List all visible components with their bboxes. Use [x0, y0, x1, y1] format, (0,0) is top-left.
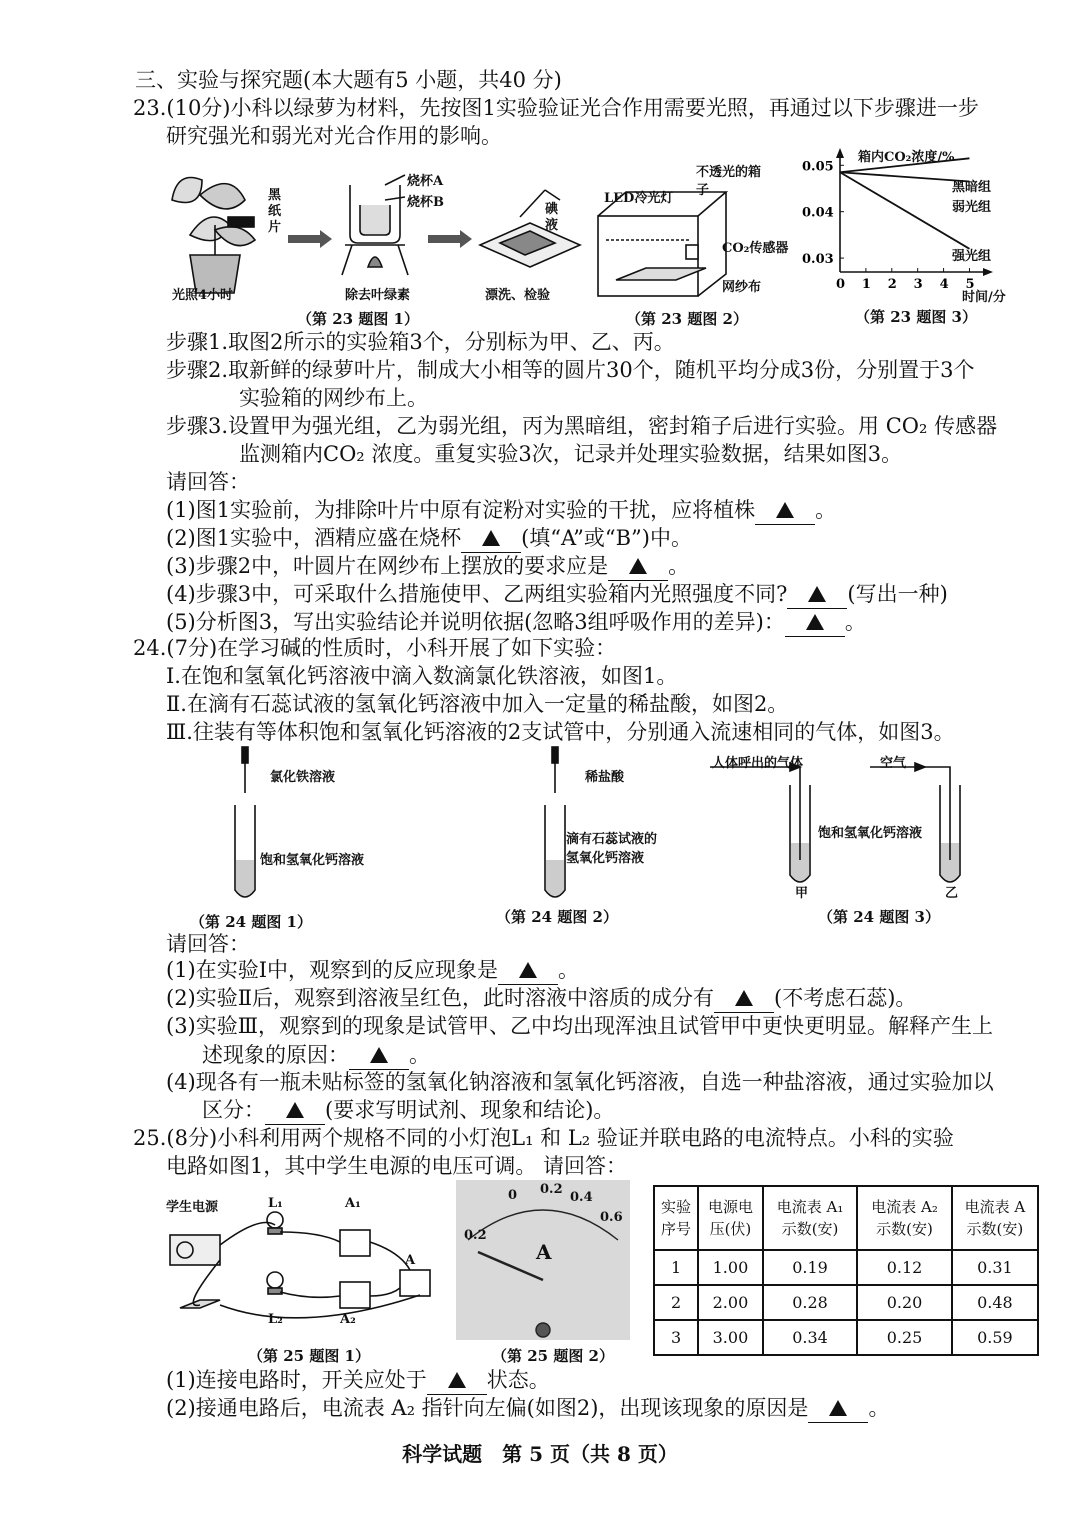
- tick-0.6: 0.6: [600, 1210, 623, 1225]
- q24-question-3-line2: 述现象的原因： 。: [202, 1041, 430, 1070]
- fig1-beaker-a-label: 烧杯A: [407, 174, 444, 189]
- q24-prompt: 请回答：: [166, 932, 250, 956]
- answer-blank[interactable]: [787, 580, 847, 609]
- x-tick-label: 0: [836, 277, 846, 292]
- q24-fig2-tube-label1: 滴有石蕊试液的: [566, 832, 658, 847]
- triangle-icon: [829, 1400, 847, 1416]
- q24-fig1-tube-label: 饱和氢氧化钙溶液: [260, 853, 365, 868]
- dish-icon: [480, 190, 580, 267]
- y-axis-arrow-icon: [836, 148, 844, 158]
- ammeter-photo: [456, 1180, 630, 1340]
- ammeter-needle: [478, 1252, 543, 1280]
- q24-exp2: Ⅱ.在滴有石蕊试液的氢氧化钙溶液中加入一定量的稀盐酸，如图2。: [166, 692, 789, 716]
- table-header-cell: 电流表 A 示数(安): [952, 1186, 1038, 1250]
- q25-l2-label: L₂: [268, 1312, 283, 1327]
- q23-fig3-caption: （第 23 题图 3）: [855, 308, 977, 326]
- table-header-row: [654, 1186, 1038, 1250]
- table-cell: 1: [654, 1250, 698, 1285]
- q24-fig1-caption: （第 24 题图 1）: [190, 913, 312, 931]
- q24-exp1: Ⅰ.在饱和氢氧化钙溶液中滴入数滴氯化铁溶液，如图1。: [166, 664, 678, 688]
- x-axis-arrow-icon: [983, 268, 993, 276]
- bulb-icon: [267, 1272, 283, 1288]
- q24-fig3-gas2: 空气: [880, 756, 907, 771]
- ammeter-icon: [340, 1282, 370, 1308]
- fig2-box-label: 不透光的箱子: [696, 165, 762, 198]
- dropper-icon: [242, 747, 248, 793]
- q25-a-label: A: [405, 1253, 416, 1268]
- q24-question-3-line1: (3)实验Ⅲ，观察到的现象是试管甲、乙中均出现浑浊且试管甲中更快更明显。解释产生上: [166, 1014, 993, 1038]
- q23-question-3: (3)步骤2中，叶圆片在网纱布上摆放的要求应是 。: [166, 552, 689, 581]
- meter-symbol: A: [536, 1240, 552, 1264]
- x-tick-label: 1: [861, 277, 871, 292]
- page-footer: 科学试题 第 5 页（共 8 页）: [402, 1442, 678, 1466]
- q23-question-2: (2)图1实验中，酒精应盛在烧杯 (填“A”或“B”)中。: [166, 524, 692, 553]
- triangle-icon: [370, 1047, 388, 1063]
- tick-0.4: 0.4: [570, 1190, 593, 1205]
- fig1-step3-label: 漂洗、检验: [485, 288, 551, 303]
- tick-0.2: 0.2: [540, 1182, 563, 1197]
- table-cell: 0.31: [952, 1250, 1038, 1285]
- gas-tube-jia: [710, 767, 800, 860]
- series-label-strong: 强光组: [952, 249, 992, 264]
- ammeter-icon: [340, 1230, 370, 1256]
- test-tube-icon: [545, 805, 565, 897]
- series-line-1: [840, 172, 969, 181]
- q25-stem-line1: 25.(8分)小科利用两个规格不同的小灯泡L₁ 和 L₂ 验证并联电路的电流特点。小科的实验: [133, 1126, 954, 1150]
- answer-blank[interactable]: [498, 956, 558, 985]
- chart-ylabel: 箱内CO₂浓度/%: [858, 150, 955, 165]
- triangle-icon: [806, 614, 824, 630]
- table-header-cell: 实验 序号: [654, 1186, 698, 1250]
- q23-stem-line2: 研究强光和弱光对光合作用的影响。: [166, 124, 502, 148]
- q25-power-label: 学生电源: [166, 1200, 219, 1215]
- answer-blank[interactable]: [265, 1096, 325, 1125]
- q23-question-5: (5)分析图3，写出实验结论并说明依据(忽略3组呼吸作用的差异)： 。: [166, 608, 866, 637]
- q23-fig2-caption: （第 23 题图 2）: [626, 310, 748, 328]
- fig1-step1-label: 光照4小时: [172, 288, 234, 303]
- triangle-icon: [482, 530, 500, 546]
- q25-circuit-drawing: [160, 1200, 450, 1340]
- answer-blank[interactable]: [785, 608, 845, 637]
- q23-step1: 步骤1.取图2所示的实验箱3个，分别标为甲、乙、丙。: [166, 330, 675, 354]
- x-tick-label: 5: [965, 277, 975, 292]
- q23-question-4: (4)步骤3中，可采取什么措施使甲、乙两组实验箱内光照强度不同? (写出一种): [166, 580, 948, 609]
- ammeter-icon: [400, 1270, 430, 1296]
- chart-xlabel: 时间/分: [962, 290, 1006, 305]
- q25-fig1-caption: （第 25 题图 1）: [248, 1347, 370, 1365]
- q24-question-1: (1)在实验Ⅰ中，观察到的反应现象是 。: [166, 956, 579, 985]
- answer-blank[interactable]: [755, 496, 815, 525]
- y-tick-label: 0.03: [802, 252, 834, 268]
- bulb-icon: [267, 1212, 283, 1228]
- table-cell: 0.59: [952, 1320, 1038, 1355]
- table-cell: 0.12: [857, 1250, 951, 1285]
- table-row: [654, 1320, 1038, 1355]
- table-cell: 0.19: [763, 1250, 857, 1285]
- q23-step3-line2: 监测箱内CO₂ 浓度。重复实验3次，记录并处理实验数据，结果如图3。: [239, 442, 903, 466]
- q24-fig2-dropper-label: 稀盐酸: [585, 770, 625, 785]
- x-tick-label: 3: [913, 277, 923, 292]
- q25-fig2-caption: （第 25 题图 2）: [492, 1347, 614, 1365]
- q24-question-4-line2: 区分： (要求写明试剂、现象和结论)。: [202, 1096, 614, 1125]
- q23-step3-line1: 步骤3.设置甲为强光组，乙为弱光组，丙为黑暗组，密封箱子后进行实验。用 CO₂ 传感器: [166, 414, 998, 438]
- q23-stem-line1: 23.(10分)小科以绿萝为材料，先按图1实验验证光合作用需要光照，再通过以下步骤进一步: [133, 96, 979, 120]
- test-tube-icon: [235, 805, 255, 897]
- table-cell: 0.34: [763, 1320, 857, 1355]
- q25-question-1: (1)连接电路时，开关应处于 状态。: [166, 1366, 550, 1395]
- q24-question-2: (2)实验Ⅱ后，观察到溶液呈红色，此时溶液中溶质的成分有 (不考虑石蕊)。: [166, 984, 916, 1013]
- switch-icon: [180, 1300, 220, 1308]
- q24-fig2-caption: （第 24 题图 2）: [496, 908, 618, 926]
- y-tick-label: 0.04: [802, 205, 834, 221]
- arrow-icon: [288, 230, 332, 248]
- table-row: [654, 1285, 1038, 1320]
- answer-blank[interactable]: [427, 1366, 487, 1395]
- table-header-cell: 电源电 压(伏): [698, 1186, 763, 1250]
- tick-0: 0: [508, 1188, 518, 1203]
- q25-question-2: (2)接通电路后，电流表 A₂ 指针向左偏(如图2)，出现该现象的原因是 。: [166, 1394, 889, 1423]
- q24-fig3-jia: 甲: [795, 886, 809, 901]
- triangle-icon: [629, 558, 647, 574]
- fig1-black-paper-label: 黑纸片: [268, 188, 282, 235]
- fig2-sensor-label: CO₂传感器: [722, 241, 789, 256]
- triangle-icon: [519, 962, 537, 978]
- q23-fig1-caption: （第 23 题图 1）: [297, 310, 419, 328]
- table-cell: 3.00: [698, 1320, 763, 1355]
- series-label-weak: 弱光组: [952, 200, 992, 215]
- section-title: 三、实验与探究题(本大题有5 小题，共40 分): [135, 68, 562, 92]
- tick-neg-0.2: 0.2: [464, 1228, 487, 1243]
- table-cell: 3: [654, 1320, 698, 1355]
- arrow-icon: [428, 230, 472, 248]
- fig1-iodine-label: 碘液: [545, 202, 559, 233]
- q24-fig3-yi: 乙: [945, 886, 959, 901]
- co2-chart: [800, 146, 1030, 296]
- triangle-icon: [448, 1372, 466, 1388]
- q24-fig2-tube-label2: 氢氧化钙溶液: [566, 851, 645, 866]
- fig2-net-label: 网纱布: [722, 280, 762, 295]
- q23-fig2-box-drawing: [596, 190, 736, 300]
- triangle-icon: [776, 502, 794, 518]
- answer-blank[interactable]: [714, 984, 774, 1013]
- fig2-led-label: LED冷光灯: [604, 191, 674, 206]
- y-tick-label: 0.05: [802, 159, 834, 175]
- q25-a1-label: A₁: [345, 1196, 361, 1211]
- series-line-2: [840, 172, 969, 249]
- triangle-icon: [735, 990, 753, 1006]
- table-cell: 0.48: [952, 1285, 1038, 1320]
- table-header-cell: 电流表 A₁ 示数(安): [763, 1186, 857, 1250]
- table-cell: 0.20: [857, 1285, 951, 1320]
- gas-tube-yi: [870, 767, 950, 860]
- answer-blank[interactable]: [608, 552, 668, 581]
- q24-fig1-dropper-label: 氯化铁溶液: [270, 770, 336, 785]
- q24-question-4-line1: (4)现各有一瓶未贴标签的氢氧化钠溶液和氢氧化钙溶液，自选一种盐溶液，通过实验加以: [166, 1070, 994, 1094]
- q25-a2-label: A₂: [340, 1312, 356, 1327]
- table-cell: 2: [654, 1285, 698, 1320]
- q23-prompt: 请回答：: [166, 470, 250, 494]
- answer-blank[interactable]: [349, 1041, 409, 1070]
- table-cell: 1.00: [698, 1250, 763, 1285]
- table-cell: 0.25: [857, 1320, 951, 1355]
- series-label-dark: 黑暗组: [952, 180, 992, 195]
- beaker-setup-icon: [342, 175, 408, 275]
- answer-blank[interactable]: [808, 1394, 868, 1423]
- q24-fig3-solution: 饱和氢氧化钙溶液: [818, 826, 923, 841]
- box-icon: [598, 192, 726, 296]
- table-header-cell: 电流表 A₂ 示数(安): [857, 1186, 951, 1250]
- table-cell: 0.28: [763, 1285, 857, 1320]
- x-tick-label: 2: [887, 277, 897, 292]
- fig1-beaker-b-label: 烧杯B: [407, 195, 444, 210]
- q25-data-table: [653, 1185, 1039, 1356]
- triangle-icon: [286, 1102, 304, 1118]
- answer-blank[interactable]: [461, 524, 521, 553]
- q24-fig3-gas1: 人体呼出的气体: [712, 756, 804, 771]
- triangle-icon: [808, 586, 826, 602]
- fig1-step2-label: 除去叶绿素: [345, 288, 411, 303]
- q25-l1-label: L₁: [268, 1196, 283, 1211]
- q23-question-1: (1)图1实验前，为排除叶片中原有淀粉对实验的干扰，应将植株 。: [166, 496, 836, 525]
- x-tick-label: 4: [939, 277, 949, 292]
- q23-step2-line2: 实验箱的网纱布上。: [239, 386, 428, 410]
- plant-icon: [172, 178, 255, 294]
- q23-step2-line1: 步骤2.取新鲜的绿萝叶片，制成大小相等的圆片30个，随机平均分成3份，分别置于3个: [166, 358, 975, 382]
- q24-stem: 24.(7分)在学习碱的性质时，小科开展了如下实验：: [133, 636, 617, 660]
- q25-stem-line2: 电路如图1，其中学生电源的电压可调。 请回答：: [166, 1154, 628, 1178]
- dropper-icon: [552, 747, 558, 793]
- table-cell: 2.00: [698, 1285, 763, 1320]
- q24-exp3: Ⅲ.往装有等体积饱和氢氧化钙溶液的2支试管中，分别通入流速相同的气体，如图3。: [166, 720, 955, 744]
- q24-fig3-caption: （第 24 题图 3）: [818, 908, 940, 926]
- table-row: [654, 1250, 1038, 1285]
